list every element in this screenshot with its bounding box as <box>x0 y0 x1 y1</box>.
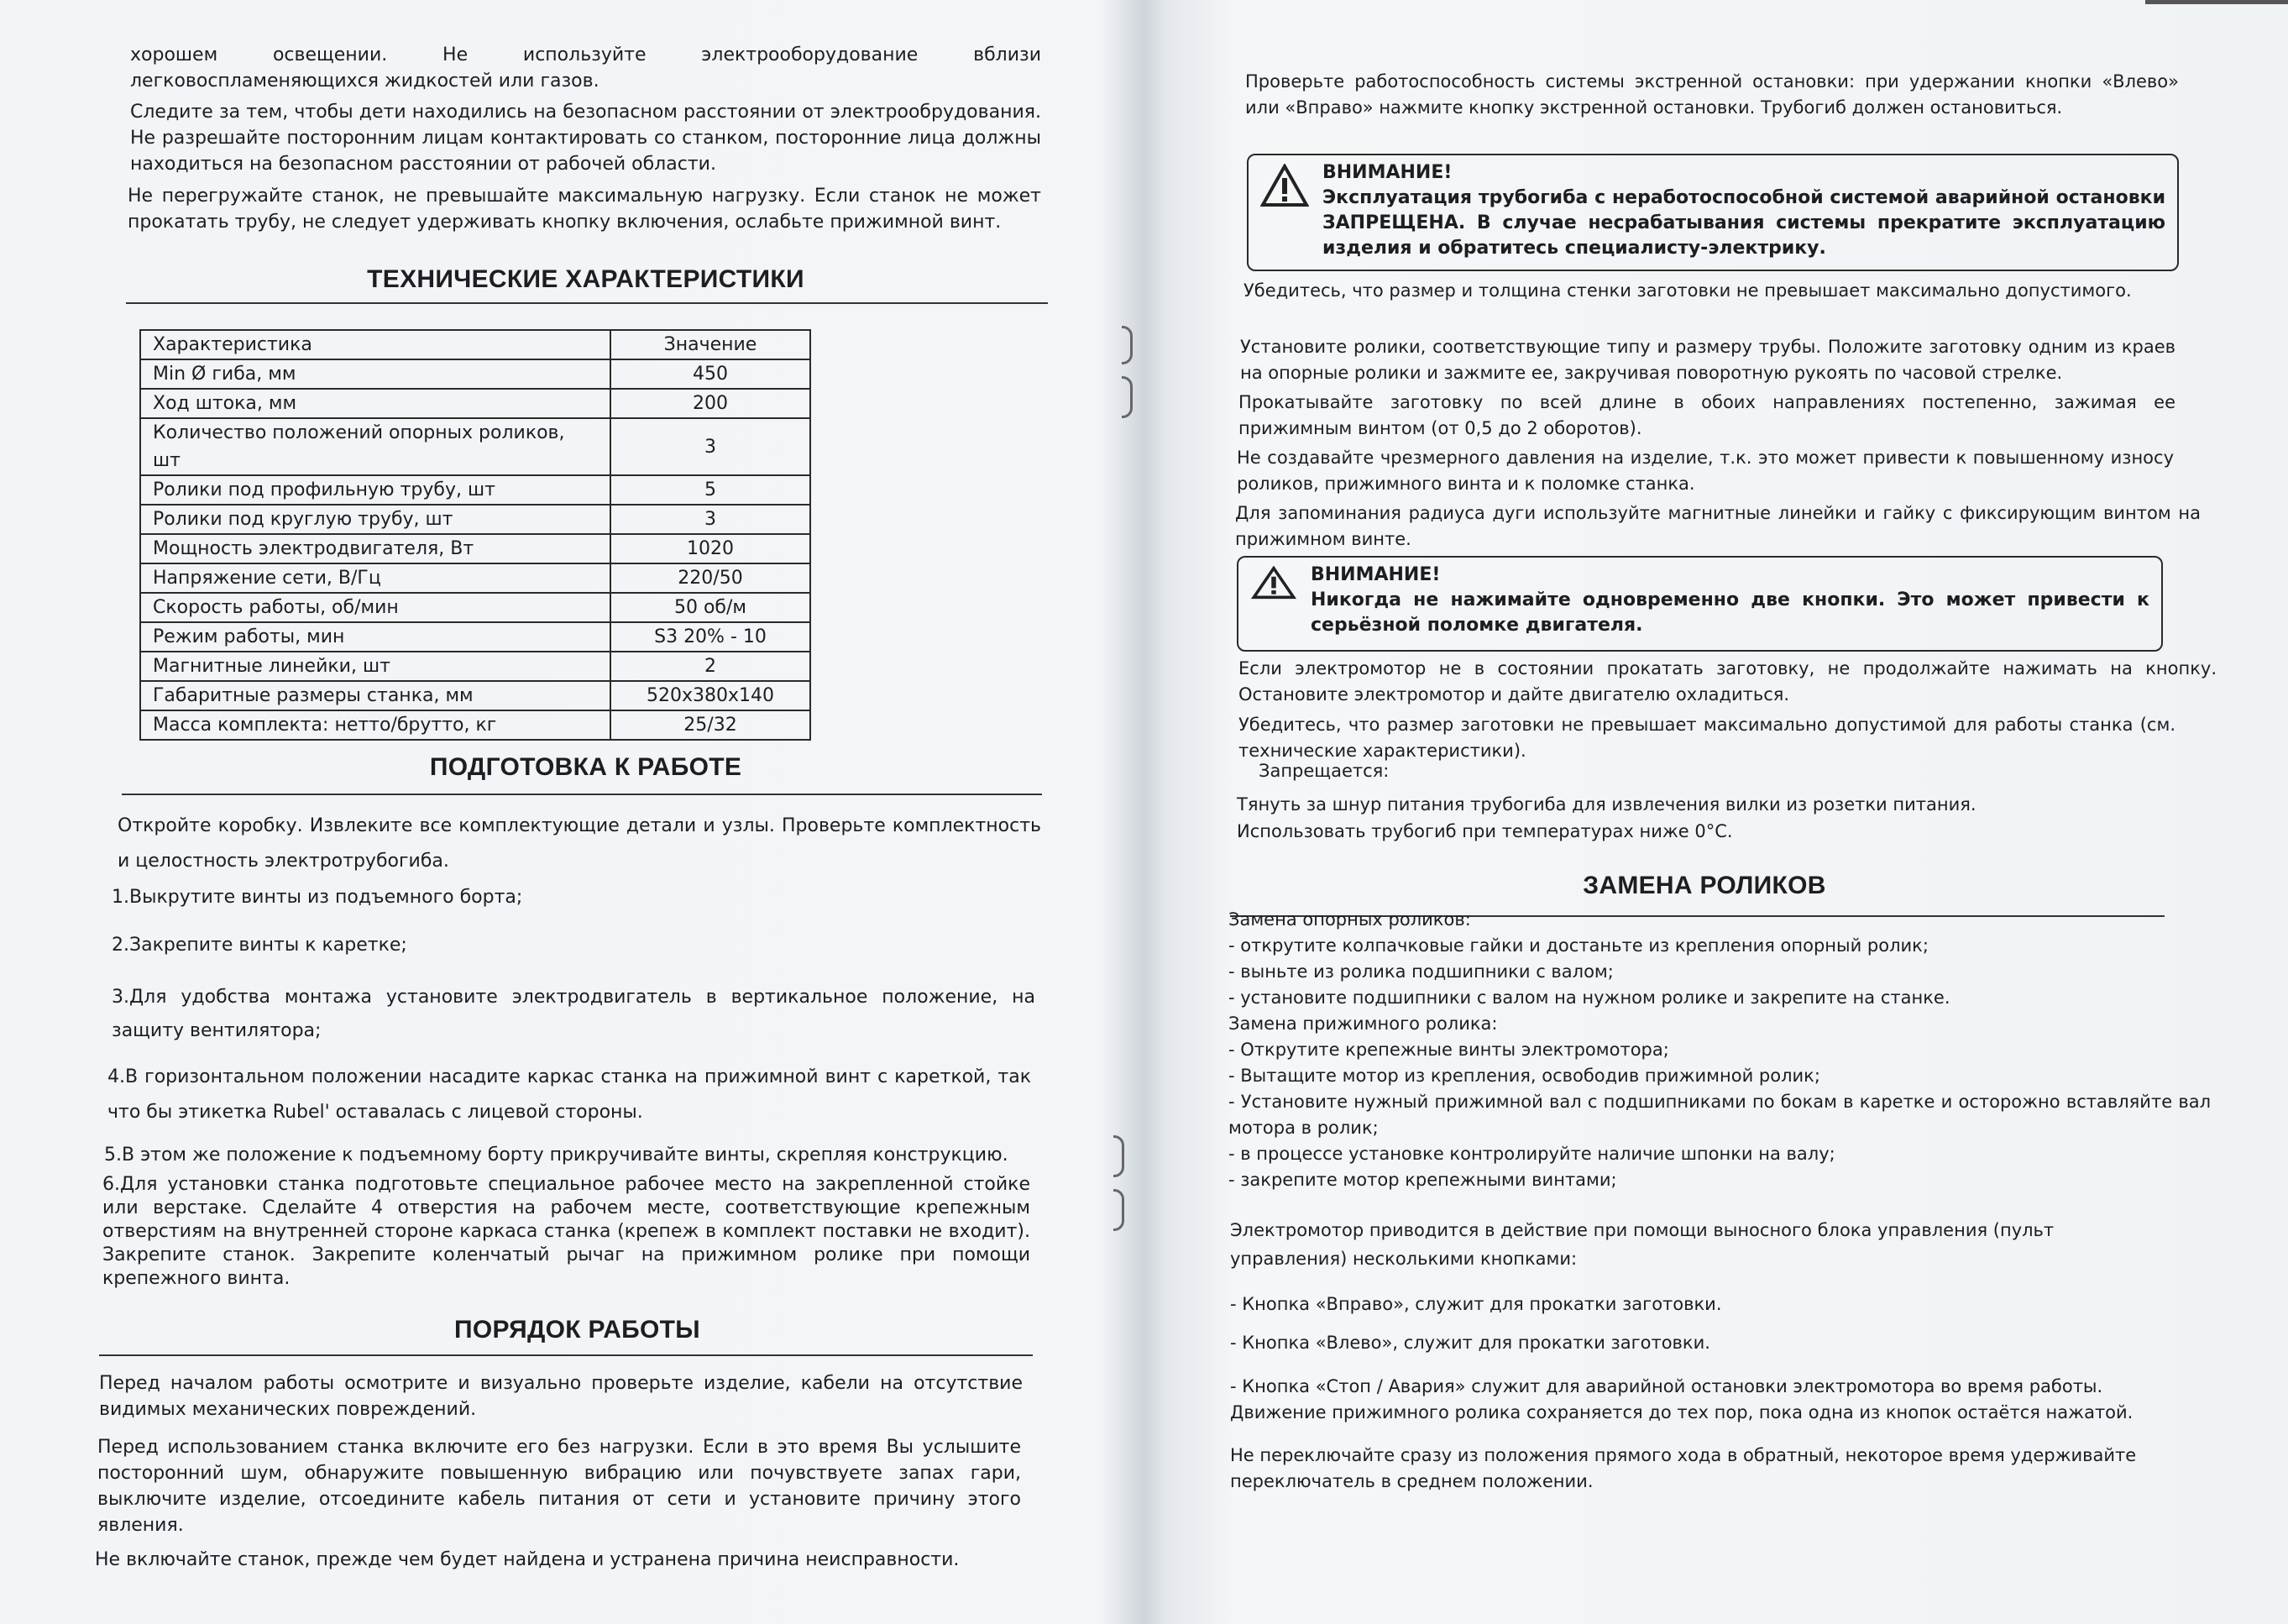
spec-name-cell: Скорость работы, об/мин <box>140 593 610 622</box>
spec-value-cell: 450 <box>610 359 810 389</box>
staple-bottom-a <box>1113 1135 1124 1177</box>
emergency-check-paragraph: Проверьте работоспособность системы экстренной остановки: при удержании кнопки «Влево» или «Вправо» нажмите кнопку экстренной остановки. Трубогиб должен остановиться. <box>1245 71 2179 118</box>
paragraph-motor-stall: Если электромотор не в состоянии прокатать заготовку, не продолжайте нажимать на кнопку. Остановите электромотор и дайте двигателю охладиться. <box>1238 658 2217 705</box>
table-row <box>140 475 810 505</box>
table-row <box>140 593 810 622</box>
warning-box-2 <box>1237 556 2163 652</box>
specs-rule <box>126 302 1048 304</box>
rollers-line: - выньте из ролика подшипники с валом; <box>1228 961 1614 982</box>
warning-2-text: Никогда не нажимайте одновременно две кнопки. Это может привести к серьёзной поломке двигателя. <box>1311 589 2149 636</box>
prep-step-4: 4.В горизонтальном положении насадите каркас станка на прижимной винт с кареткой, так что бы этикетка Rubel' оставалась с лицевой стороны. <box>107 1066 1031 1123</box>
order-heading: ПОРЯДОК РАБОТЫ <box>454 1316 700 1344</box>
rollers-line: Замена опорных роликов: <box>1228 909 1471 930</box>
spec-name-cell: Магнитные линейки, шт <box>140 652 610 681</box>
warning-triangle-icon <box>1250 566 1297 600</box>
forbidden-item-2: Использовать трубогиб при температурах ниже 0°С. <box>1237 821 1733 841</box>
spec-name-cell: Min Ø гиба, мм <box>140 359 610 389</box>
staple-bottom-b <box>1113 1189 1124 1231</box>
spec-value-cell: 3 <box>610 505 810 534</box>
paragraph-size-check: Убедитесь, что размер и толщина стенки заготовки не превышает максимально допустимого. <box>1243 280 2132 301</box>
order-rule <box>99 1354 1033 1356</box>
specs-heading: ТЕХНИЧЕСКИЕ ХАРАКТЕРИСТИКИ <box>367 265 804 293</box>
staple-top-a <box>1122 326 1133 364</box>
table-row <box>140 652 810 681</box>
table-row <box>140 622 810 652</box>
right-page <box>1146 0 2288 1624</box>
warning-1-text: Эксплуатация трубогиба с неработоспособной системой аварийной остановки ЗАПРЕЩЕНА. В случае несрабатывания системы прекратите эксплуатацию изделия и обратитесь специалисту-электрику. <box>1322 187 2165 259</box>
staple-top-b <box>1122 376 1133 418</box>
rollers-line: - закрепите мотор крепежными винтами; <box>1228 1170 1617 1190</box>
spec-value-cell: Значение <box>610 330 810 359</box>
rollers-line: - в процессе установке контролируйте наличие шпонки на валу; <box>1228 1144 1835 1164</box>
intro-paragraph-2: Следите за тем, чтобы дети находились на безопасном расстоянии от электрообрудования. Не разрешайте посторонним лицам контактировать со станком, посторонние лица должны находиться на безопасном расстоянии от рабочей области. <box>130 102 1041 175</box>
rollers-line: Замена прижимного ролика: <box>1228 1014 1498 1034</box>
table-row <box>140 563 810 593</box>
left-page <box>0 0 1125 1624</box>
paragraph-no-pressure: Не создавайте чрезмерного давления на изделие, т.к. это может привести к повышенному износу роликов, прижимного винта и к поломке станка. <box>1237 448 2174 494</box>
intro-paragraph-1: хорошем освещении. Не используйте электрооборудование вблизи легковоспламеняющихся жидкостей или газов. <box>130 45 1041 92</box>
table-row <box>140 389 810 418</box>
table-header-row <box>140 330 810 359</box>
specs-table <box>139 329 811 741</box>
spec-value-cell: 220/50 <box>610 563 810 593</box>
rollers-line: - установите подшипники с валом на нужном ролике и закрепите на станке. <box>1228 987 1950 1008</box>
control-intro: Электромотор приводится в действие при помощи выносного блока управления (пульт управления) несколькими кнопками: <box>1230 1220 2055 1269</box>
paragraph-install-rollers: Установите ролики, соответствующие типу и размеру трубы. Положите заготовку одним из краев на опорные ролики и зажмите ее, закручивая поворотную рукоять по часовой стрелке. <box>1240 337 2175 383</box>
spec-value-cell: 25/32 <box>610 710 810 740</box>
prep-rule <box>122 794 1042 795</box>
spec-value-cell: 5 <box>610 475 810 505</box>
warning-triangle-icon <box>1260 164 1309 207</box>
forbidden-title: Запрещается: <box>1259 761 1390 781</box>
warning-2-title: ВНИМАНИЕ! <box>1311 564 1441 585</box>
intro-paragraph-3: Не перегружайте станок, не превышайте максимальную нагрузку. Если станок не может прокатать трубу, не следует удерживать кнопку включения, ослабьте прижимной винт. <box>128 186 1041 233</box>
paragraph-max-size: Убедитесь, что размер заготовки не превышает максимально допустимой для работы станка (см. технические характеристики). <box>1238 715 2175 761</box>
spec-name-cell: Количество положений опорных роликов, шт <box>140 418 610 475</box>
control-button-left: - Кнопка «Влево», служит для прокатки заготовки. <box>1230 1333 1710 1353</box>
order-paragraph-1: Перед началом работы осмотрите и визуально проверьте изделие, кабели на отсутствие видимых механических повреждений. <box>99 1373 1023 1420</box>
prep-intro: Откройте коробку. Извлеките все комплектующие детали и узлы. Проверьте комплектность и целостность электротрубогиба. <box>118 815 1041 872</box>
prep-heading: ПОДГОТОВКА К РАБОТЕ <box>429 753 742 781</box>
spec-name-cell: Характеристика <box>140 330 610 359</box>
spec-value-cell: 1020 <box>610 534 810 563</box>
prep-step-6: 6.Для установки станка подготовьте специальное рабочее место на закрепленной стойке или верстаке. Сделайте 4 отверстия на рабочем месте, соответствующие крепежным отверстиям на внутренней стороне каркаса станка (крепеж в комплект поставки не входит). Закрепите станок. Закрепите коленчатый рычаг на прижимном ролике при помощи крепежного винта. <box>102 1174 1030 1289</box>
spec-name-cell: Напряжение сети, В/Гц <box>140 563 610 593</box>
spec-value-cell: 200 <box>610 389 810 418</box>
order-paragraph-3: Не включайте станок, прежде чем будет найдена и устранена причина неисправности. <box>95 1549 960 1570</box>
control-button-stop: - Кнопка «Стоп / Авария» служит для аварийной остановки электромотора во время работы. Движение прижимного ролика сохраняется до тех пор, пока одна из кнопок остаётся нажатой. <box>1230 1376 2134 1422</box>
warning-box-1 <box>1247 154 2179 271</box>
rollers-line: - Открутите крепежные винты электромотора; <box>1228 1040 1669 1060</box>
table-row <box>140 505 810 534</box>
table-row <box>140 359 810 389</box>
rollers-line: - Установите нужный прижимной вал с подшипниками по бокам в каретке и осторожно вставляйте вал мотора в ролик; <box>1228 1092 2211 1138</box>
paragraph-magnetic-rulers: Для запоминания радиуса дуги используйте магнитные линейки и гайку с фиксирующим винтом на прижимном винте. <box>1235 503 2201 549</box>
table-row <box>140 418 810 475</box>
paragraph-roll-workpiece: Прокатывайте заготовку по всей длине в обоих направлениях постепенно, зажимая ее прижимным винтом (от 0,5 до 2 оборотов). <box>1238 392 2175 438</box>
table-row <box>140 710 810 740</box>
spec-name-cell: Ход штока, мм <box>140 389 610 418</box>
rollers-heading: ЗАМЕНА РОЛИКОВ <box>1583 872 1826 899</box>
spec-value-cell: 3 <box>610 418 810 475</box>
control-last-paragraph: Не переключайте сразу из положения прямого хода в обратный, некоторое время удерживайте переключатель в среднем положении. <box>1230 1445 2137 1491</box>
spec-name-cell: Ролики под круглую трубу, шт <box>140 505 610 534</box>
prep-step-5: 5.В этом же положение к подъемному борту прикручивайте винты, скрепляя конструкцию. <box>104 1145 1008 1166</box>
prep-step-2: 2.Закрепите винты к каретке; <box>112 935 407 956</box>
order-paragraph-2: Перед использованием станка включите его без нагрузки. Если в это время Вы услышите посторонний шум, обнаружите повышенную вибрацию или почувствуете запах гари, выключите изделие, отсоедините кабель питания от сети и установите причину этого явления. <box>97 1437 1021 1536</box>
spec-name-cell: Масса комплекта: нетто/брутто, кг <box>140 710 610 740</box>
spec-name-cell: Режим работы, мин <box>140 622 610 652</box>
spec-value-cell: S3 20% - 10 <box>610 622 810 652</box>
forbidden-item-1: Тянуть за шнур питания трубогиба для извлечения вилки из розетки питания. <box>1237 794 1976 815</box>
rollers-line: - открутите колпачковые гайки и достаньте из крепления опорный ролик; <box>1228 935 1929 956</box>
spec-name-cell: Мощность электродвигателя, Вт <box>140 534 610 563</box>
table-row <box>140 681 810 710</box>
rollers-line: - Вытащите мотор из крепления, освободив прижимной ролик; <box>1228 1066 1820 1086</box>
spec-value-cell: 50 об/м <box>610 593 810 622</box>
spec-name-cell: Ролики под профильную трубу, шт <box>140 475 610 505</box>
spec-name-cell: Габаритные размеры станка, мм <box>140 681 610 710</box>
prep-step-1: 1.Выкрутите винты из подъемного борта; <box>112 887 523 908</box>
rollers-list <box>1228 907 2211 1193</box>
spec-value-cell: 520x380x140 <box>610 681 810 710</box>
table-row <box>140 534 810 563</box>
control-button-right: - Кнопка «Вправо», служит для прокатки заготовки. <box>1230 1294 1722 1314</box>
warning-1-title: ВНИМАНИЕ! <box>1322 162 1453 183</box>
prep-step-3: 3.Для удобства монтажа установите электродвигатель в вертикальное положение, на защиту вентилятора; <box>112 987 1035 1041</box>
spec-value-cell: 2 <box>610 652 810 681</box>
